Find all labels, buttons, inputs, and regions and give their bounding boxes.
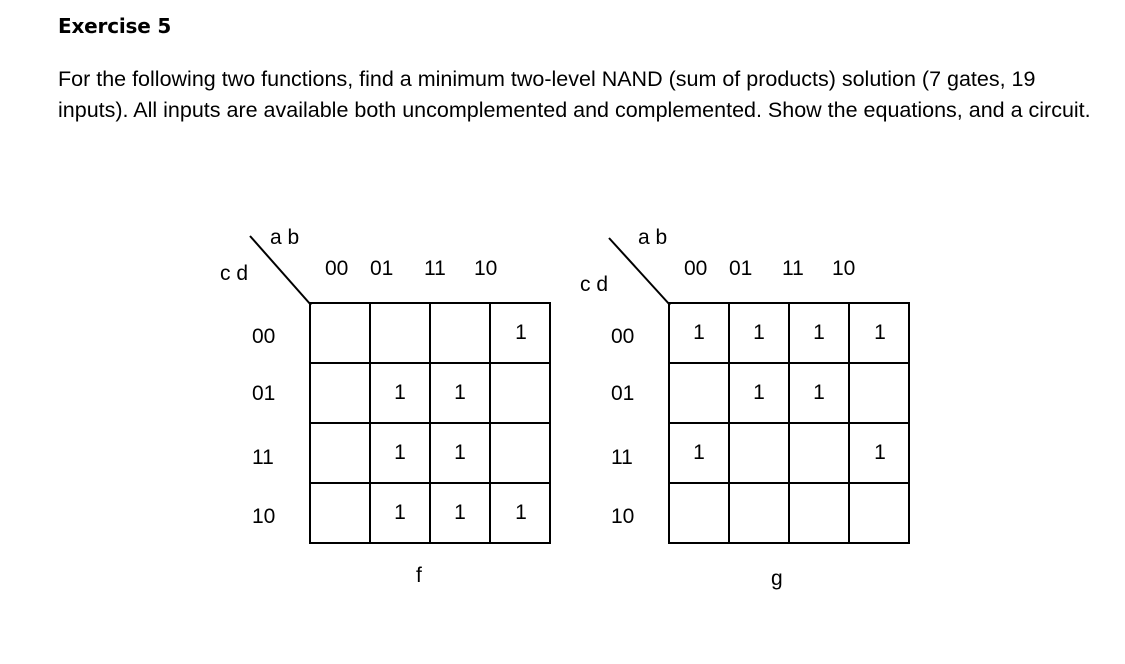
kmap-f-cell: 1 (371, 484, 431, 544)
kmap-f-cell: 1 (371, 424, 431, 484)
kmap-g-row-header: 10 (611, 505, 635, 528)
kmap-f-function-label: f (416, 564, 422, 587)
kmap-g-cell: 1 (730, 304, 790, 364)
kmap-f-row-header: 01 (252, 382, 276, 405)
kmap-f-col-header: 00 (325, 257, 349, 280)
kmap-g-col-header: 00 (684, 257, 708, 280)
kmap-g-cell (790, 424, 850, 484)
kmap-f-cell: 1 (491, 304, 551, 364)
kmap-g-cell (730, 484, 790, 544)
kmap-f-col-header: 01 (370, 257, 394, 280)
kmap-g-col-header: 10 (832, 257, 856, 280)
kmap-g-row-variable: c d (580, 273, 609, 296)
kmap-g-col-header: 01 (729, 257, 753, 280)
kmap-g-cell (850, 364, 910, 424)
kmap-g-col-variable: a b (638, 226, 668, 249)
kmap-g-cell (670, 364, 730, 424)
kmap-g-grid (668, 302, 910, 544)
kmap-g-cell: 1 (670, 304, 730, 364)
kmap-g-cell: 1 (790, 364, 850, 424)
kmap-g-cell: 1 (850, 424, 910, 484)
kmap-g-row-header: 11 (611, 446, 633, 469)
kmap-f-row-header: 11 (252, 446, 274, 469)
exercise-description: For the following two functions, find a minimum two-level NAND (sum of products) solution (7 gates, 19 inputs). All inputs are available both uncomplemented and complemented. Show the equations, and a circuit. (58, 67, 1091, 122)
kmap-f-cell: 1 (431, 364, 491, 424)
kmap-f-row-header: 10 (252, 505, 276, 528)
kmap-g-cell (850, 484, 910, 544)
kmap-f-row-header: 00 (252, 325, 276, 348)
kmap-f-cell: 1 (515, 501, 527, 524)
kmap-g-cell (790, 484, 850, 544)
kmap-f-cell: 1 (431, 424, 491, 484)
kmap-f-cell: 1 (431, 484, 491, 544)
kmap-g-row-header: 00 (611, 325, 635, 348)
kmap-g-cell (670, 484, 730, 544)
kmap-f-col-header: 11 (424, 257, 446, 280)
kmap-g-col-header: 11 (782, 257, 804, 280)
kmap-g-cell: 1 (790, 304, 850, 364)
exercise-title: Exercise 5 (58, 14, 172, 38)
kmap-g-cell: 1 (670, 424, 730, 484)
kmap-g-cell: 1 (850, 304, 910, 364)
kmap-g-function-label: g (771, 567, 783, 590)
kmap-f-col-variable: a b (270, 226, 300, 249)
kmap-g-cell (730, 424, 790, 484)
kmap-f-cell: 1 (371, 364, 431, 424)
kmap-f-col-header: 10 (474, 257, 498, 280)
kmap-g-row-header: 01 (611, 382, 635, 405)
kmap-f-row-variable: c d (220, 262, 249, 285)
kmap-g-cell: 1 (730, 364, 790, 424)
